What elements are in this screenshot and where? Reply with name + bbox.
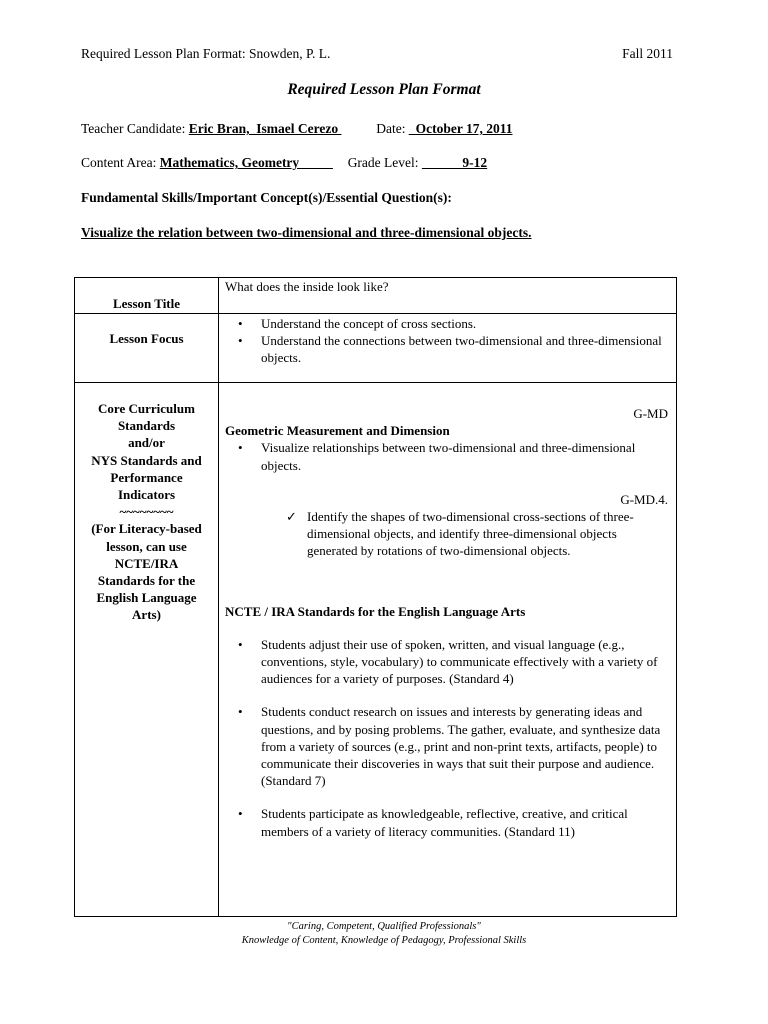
gmd4-code: G-MD.4. — [620, 491, 668, 507]
content-area-value: Mathematics, Geometry — [159, 155, 333, 170]
running-header-left: Required Lesson Plan Format: Snowden, P. L. — [81, 46, 331, 61]
list-item: • Understand the connections between two-dimensional and three-dimensional objects. — [218, 332, 668, 366]
grade-level-value: 9-12 — [421, 155, 488, 170]
list-item: • Students adjust their use of spoken, written, and visual language (e.g., conventions, style, vocabulary) to communicate effectively with a variety of audiences for a variety of purposes. (Standard 4) — [218, 636, 668, 688]
grade-level-label: Grade Level: — [347, 155, 422, 170]
list-item: • Students participate as knowledgeable, reflective, creative, and critical members of a variety of literacy communities. (Standard 11) — [218, 805, 668, 839]
gmd4-list — [218, 508, 668, 560]
fundamental-skills-label: Fundamental Skills/Important Concept(s)/Essential Question(s): — [81, 190, 452, 205]
standards-content — [225, 405, 668, 840]
footer-motto: "Caring, Competent, Qualified Professionals" — [287, 921, 481, 932]
lesson-focus-list — [218, 315, 668, 367]
list-item: • Students conduct research on issues and interests by generating ideas and questions, and by posing problems. The gather, evaluate, and synthesize data from a variety of sources (e.g., print and non-print texts, artifacts, people) to communicate their discoveries in ways that suit their purpose and audience. (Standard 7) — [218, 703, 668, 789]
content-area-label: Content Area: — [81, 155, 160, 170]
fundamental-skills-text: Visualize the relation between two-dimensional and three-dimensional objects. — [81, 225, 532, 240]
teacher-value: Eric Bran, Ismael Cerezo — [188, 121, 342, 136]
gmd-heading: Geometric Measurement and Dimension — [225, 423, 450, 439]
gmd-code: G-MD — [633, 406, 668, 421]
lesson-plan-table — [74, 277, 677, 917]
document-title: Required Lesson Plan Format — [287, 81, 481, 98]
ncte-list — [218, 636, 668, 840]
content-area-row — [81, 155, 487, 171]
row-divider — [75, 313, 676, 314]
lesson-focus-label: Lesson Focus — [109, 331, 184, 346]
date-label: Date: — [376, 121, 409, 136]
list-item: • Visualize relationships between two-dimensional and three-dimensional objects. — [218, 439, 668, 473]
footer-subtitle: Knowledge of Content, Knowledge of Pedagogy, Professional Skills — [241, 935, 527, 946]
row-divider — [75, 382, 676, 383]
page-footer — [0, 920, 768, 948]
list-item: ✓ Identify the shapes of two-dimensional cross-sections of three-dimensional objects, and identify three-dimensional objects generated by rotations of two-dimensional objects. — [286, 509, 634, 559]
checkmark-icon: ✓ — [286, 509, 297, 525]
gmd-list — [218, 439, 668, 473]
lesson-title-label: Lesson Title — [112, 296, 181, 311]
ncte-heading: NCTE / IRA Standards for the English Language Arts — [225, 603, 526, 619]
lesson-title-value: What does the inside look like? — [225, 279, 389, 294]
list-item: • Understand the concept of cross sections. — [218, 315, 668, 332]
standards-label: Core Curriculum Standards and/or NYS Standards and Performance Indicators ~~~~~~~~ (For Literacy-based lesson, can use NCTE/IRA Standards for the English Language Arts) — [91, 401, 202, 623]
teacher-row — [81, 121, 512, 137]
running-header-right: Fall 2011 — [622, 46, 673, 61]
date-value: _October 17, 2011 — [408, 121, 513, 136]
teacher-label: Teacher Candidate: — [81, 121, 189, 136]
